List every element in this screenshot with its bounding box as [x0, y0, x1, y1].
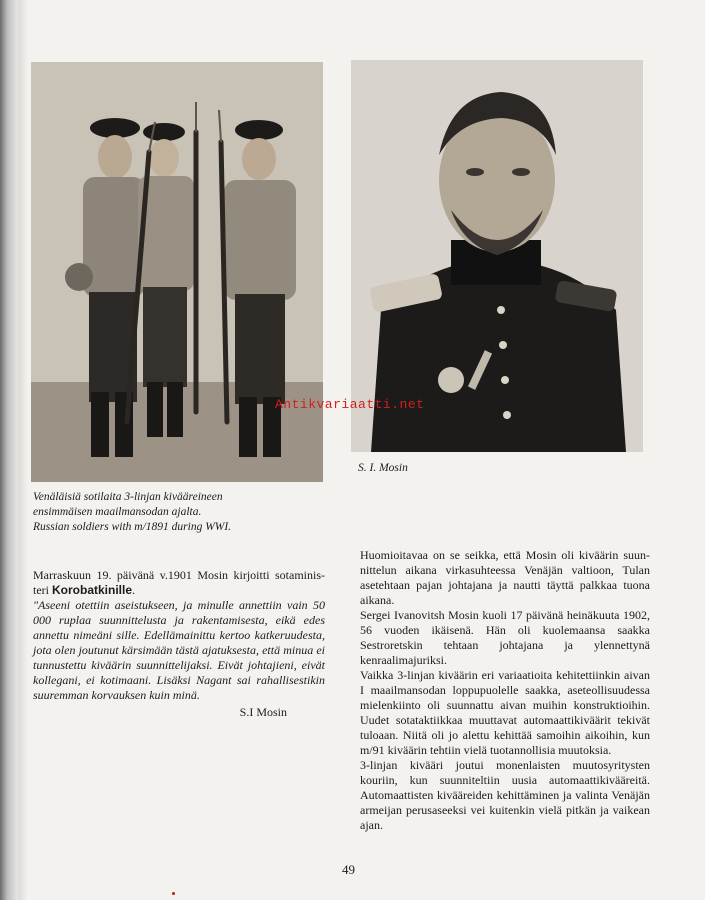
recipient-name: Korobatkinille: [52, 583, 133, 597]
mosin-portrait-illustration: [351, 60, 643, 452]
soldiers-photo: [31, 62, 323, 482]
quote-signature: S.I Mosin: [239, 705, 287, 719]
page-number: 49: [342, 862, 355, 877]
soldiers-illustration: [31, 62, 323, 482]
intro-paragraph: Marraskuun 19. päivänä v.1901 Mosin kirjoitti sotaminis-teri Korobatkinille.: [33, 568, 325, 597]
caption-line: Venäläisiä sotilaita 3-linjan kivääreineen: [33, 491, 223, 503]
soldiers-photo-caption: [33, 490, 333, 535]
paragraph: Sergei Ivanovitsh Mosin kuoli 17 päivänä heinäkuuta 1902, 56 vuoden ikäisenä. Hän oli kuolemaansa saakka Sestroretskin tehtaan johtajana ja ylennettynä kenraalimajuriksi.: [360, 608, 650, 667]
mosin-photo-caption: S. I. Mosin: [358, 462, 408, 474]
intro-text: Marraskuun 19. päivänä v.1901 Mosin kirjoitti sotaminis-teri: [33, 568, 325, 597]
paragraph: Vaikka 3-linjan kiväärin eri variaatioita kehitettiinkin aivan I maailmansodan loppupuolelle saakka, aseteollisuudessa mielenkiinto oli suunnattu aivan muihin konstruktioihin. Uudet sotataktiikkaa muuttavat automaattikiväärit tekivät tuloaan. Niitä oli jo alettu kehittää samoihin aikoihin, kun m/91 kiväärin tehtiin vielä tuotannollisia muutoksia.: [360, 668, 650, 757]
right-column-text: [360, 548, 650, 833]
caption-line: Russian soldiers with m/1891 during WWI.: [33, 521, 232, 533]
mosin-portrait-photo: [351, 60, 643, 452]
left-column-text: [33, 568, 325, 720]
caption-line: ensimmäisen maailmansodan ajalta.: [33, 506, 202, 518]
paragraph: Huomioitavaa on se seikka, että Mosin oli kiväärin suun-nittelun aikana virkasuhteessa Venäjän valtioon, Tulan asetehtaan pajan johtajana ja nautti täyttä palkkaa tuona aikana.: [360, 548, 650, 607]
red-mark: [172, 892, 175, 895]
page-gutter-fade: [18, 0, 28, 900]
paragraph: 3-linjan kivääri joutui monenlaisten muutosyritysten kouriin, kun suunniteltiin uusia automaattikivääreitä. Automaattisten kivääreiden kehittäminen ja valinta Venäjän armeijan perusaseeksi vei kuitenkin vielä pitkän ja vaikean ajan.: [360, 758, 650, 832]
watermark-text: Antikvariaatti.net: [275, 397, 425, 412]
page-gutter-shadow: [0, 0, 18, 900]
mosin-quote: "Aseeni otettiin aseistukseen, ja minulle annettiin vain 50 000 ruplaa suunnittelusta ja rakentamisesta, eikä edes annettu nimeäni sille. Edellämainittu kertoo katkeruudesta, jota olen joutunut kärsimään tästä ajatuksesta, että minua ei tunnustettu kiväärin suunnittelijaksi. Eivät johtajieni, eivät kollegani, ei kotimaani. Lisäksi Nagant sai rahallisestikin suuremman korvauksen kuin minä.: [33, 598, 325, 702]
